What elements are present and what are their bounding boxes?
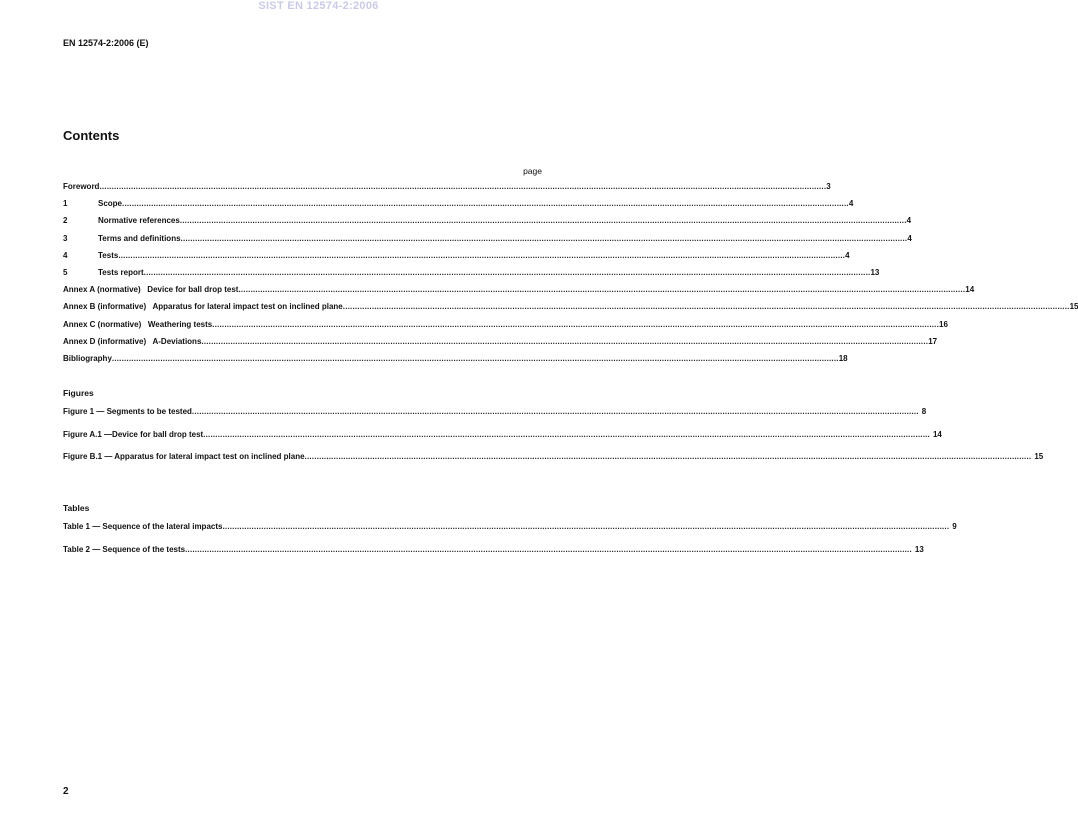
toc-entry-page: 3	[826, 182, 831, 191]
toc-entry-page: 4	[907, 233, 912, 243]
toc-entry-number: 1	[63, 199, 68, 209]
dot-leader: ............................................................................................................................................................................................................................................................................................................	[238, 285, 966, 295]
dot-leader: ............................................................................................................................................................................................................................................................................................................	[111, 353, 839, 363]
toc-entry-number: 3	[63, 233, 68, 243]
toc-entry-page: 17	[928, 336, 938, 346]
dot-leader: ............................................................................................................................................................................................................................................................................................................	[222, 522, 950, 531]
dot-leader: ............................................................................................................................................................................................................................................................................................................	[191, 407, 919, 416]
toc-entry-page: 15	[1069, 302, 1078, 312]
toc-entry-page: 16	[939, 319, 948, 329]
dot-leader: ............................................................................................................................................................................................................................................................................................................	[122, 199, 849, 209]
toc-entry-number: 5	[63, 267, 68, 277]
toc-entry[interactable]	[63, 250, 850, 267]
tables-heading: Tables	[63, 503, 90, 513]
figure-entry-page: 14	[932, 429, 942, 439]
toc-entry-page: 4	[906, 216, 912, 226]
table-entry[interactable]	[63, 521, 957, 544]
toc-entry-number: 4	[63, 250, 68, 260]
figure-entry-title: Figure B.1 — Apparatus for lateral impact test on inclined plane	[63, 452, 305, 461]
toc-entry-title: Scope	[98, 199, 123, 209]
toc-entry-title: Terms and definitions	[98, 233, 181, 243]
toc-entry[interactable]	[63, 319, 948, 336]
toc-entry-page: 13	[870, 267, 880, 277]
toc-entry[interactable]	[63, 181, 831, 198]
toc-entry[interactable]	[63, 353, 848, 370]
contents-title: Contents	[63, 128, 120, 143]
toc-entry-number: 2	[63, 216, 68, 226]
table-entry-title: Table 1 — Sequence of the lateral impacts	[63, 522, 223, 531]
toc-entry-page: 4	[845, 250, 850, 260]
page-column-label: page	[523, 166, 542, 176]
toc-entry[interactable]	[63, 215, 912, 232]
toc-entry-title: Annex D (informative) A-Deviations	[63, 336, 202, 346]
toc-entry-title: Tests	[98, 250, 119, 260]
toc-entry-page: 18	[838, 353, 848, 363]
document-id: EN 12574-2:2006 (E)	[63, 38, 149, 48]
table-entry-page: 9	[952, 522, 957, 531]
dot-leader: ............................................................................................................................................................................................................................................................................................................	[212, 319, 940, 329]
page-number: 2	[63, 786, 69, 797]
figure-entry[interactable]	[63, 429, 942, 452]
toc-entry-title: Annex B (informative) Apparatus for lateral impact test on inclined plane	[63, 302, 343, 312]
toc-entry[interactable]	[63, 267, 880, 284]
toc-entry[interactable]	[63, 198, 854, 215]
toc-entry-page: 4	[848, 199, 854, 209]
dot-leader: ............................................................................................................................................................................................................................................................................................................	[180, 233, 908, 243]
toc-entry-title: Annex C (normative) Weathering tests	[63, 319, 213, 329]
toc-entry-title: Bibliography	[63, 353, 112, 363]
figure-entry-page: 15	[1034, 452, 1044, 461]
toc-entry-page: 14	[965, 285, 975, 295]
toc-entry-title: Foreword	[63, 182, 100, 191]
dot-leader: ............................................................................................................................................................................................................................................................................................................	[201, 336, 929, 346]
watermark: SIST EN 12574-2:2006	[258, 0, 379, 12]
toc-entry[interactable]	[63, 284, 975, 301]
toc-entry-title: Tests report	[98, 267, 144, 277]
toc-entry-title: Normative references	[98, 216, 180, 226]
table-entry-title: Table 2 — Sequence of the tests	[63, 544, 186, 554]
dot-leader: ............................................................................................................................................................................................................................................................................................................	[185, 544, 912, 554]
dot-leader: ............................................................................................................................................................................................................................................................................................................	[203, 429, 930, 439]
dot-leader: ............................................................................................................................................................................................................................................................................................................	[99, 182, 827, 191]
toc-entry[interactable]	[63, 233, 912, 250]
figure-entry-title: Figure A.1 —Device for ball drop test	[63, 429, 204, 439]
table-entry[interactable]	[63, 544, 924, 567]
figures-list	[63, 406, 1044, 474]
figure-entry-title: Figure 1 — Segments to be tested	[63, 407, 192, 416]
figure-entry-page: 8	[921, 407, 927, 416]
dot-leader: ............................................................................................................................................................................................................................................................................................................	[143, 267, 871, 277]
dot-leader: ............................................................................................................................................................................................................................................................................................................	[304, 452, 1032, 461]
toc-entry-title: Annex A (normative) Device for ball drop test	[63, 285, 239, 295]
figures-heading: Figures	[63, 388, 94, 398]
dot-leader: ............................................................................................................................................................................................................................................................................................................	[342, 302, 1070, 312]
table-entry-page: 13	[914, 544, 924, 554]
dot-leader: ............................................................................................................................................................................................................................................................................................................	[118, 250, 846, 260]
contents-list	[63, 181, 1078, 370]
toc-entry[interactable]	[63, 301, 1078, 318]
dot-leader: ............................................................................................................................................................................................................................................................................................................	[179, 216, 907, 226]
figure-entry[interactable]	[63, 406, 927, 429]
tables-list	[63, 521, 957, 566]
toc-entry[interactable]	[63, 336, 938, 353]
figure-entry[interactable]	[63, 451, 1044, 474]
